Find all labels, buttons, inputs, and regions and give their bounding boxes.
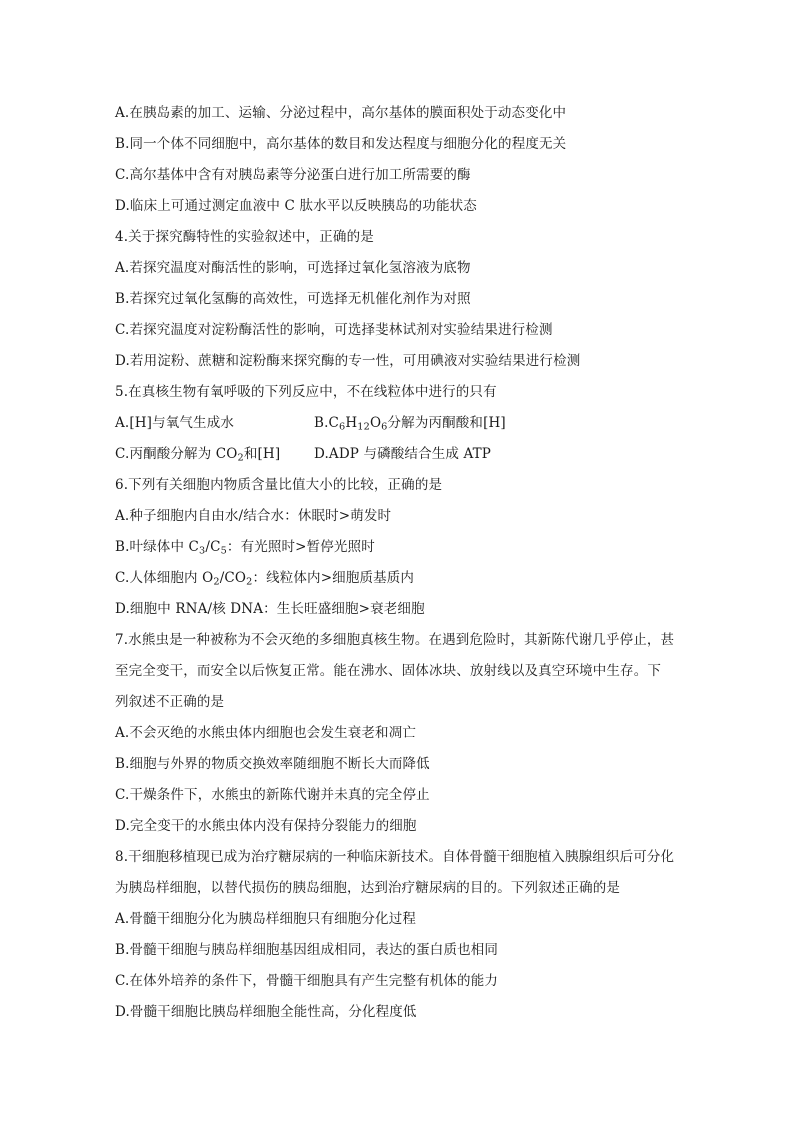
- q6-option-d: D.细胞中 RNA/核 DNA：生长旺盛细胞>衰老细胞: [115, 601, 425, 617]
- q6-c-text: ：线粒体内>细胞质基质内: [252, 570, 415, 586]
- q7-stem-line-3: 列叙述不正确的是: [115, 694, 225, 710]
- q5-c-text: 和[H]: [243, 446, 281, 462]
- q3-option-d: D.临床上可通过测定血液中 C 肽水平以反映胰岛的功能状态: [115, 198, 477, 214]
- q5-b-text: H: [345, 415, 358, 431]
- q6-b-text: /C: [205, 539, 221, 555]
- q8-option-a: A.骨髓干细胞分化为胰岛样细胞只有细胞分化过程: [115, 911, 416, 927]
- q7-option-b: B.细胞与外界的物质交换效率随细胞不断长大而降低: [115, 756, 430, 772]
- q8-stem-line-2: 为胰岛样细胞，以替代损伤的胰岛细胞，达到治疗糖尿病的目的。下列叙述正确的是: [115, 880, 621, 896]
- subscript: 6: [339, 421, 346, 433]
- q6-c-text: /CO: [219, 570, 247, 586]
- q4-option-d: D.若用淀粉、蔗糖和淀粉酶来探究酶的专一性，可用碘液对实验结果进行检测: [115, 353, 581, 369]
- q6-option-c: [115, 565, 690, 596]
- q5-option-c: [115, 441, 314, 472]
- q4-option-a: A.若探究温度对酶活性的影响，可选择过氧化氢溶液为底物: [115, 260, 471, 276]
- q4-stem: 4.关于探究酶特性的实验叙述中，正确的是: [115, 229, 374, 245]
- subscript: 6: [381, 421, 388, 433]
- q3-option-a: A.在胰岛素的加工、运输、分泌过程中，高尔基体的膜面积处于动态变化中: [115, 105, 567, 121]
- q5-option-b: [314, 410, 506, 441]
- subscript: 12: [357, 421, 370, 433]
- q5-options-cd: [115, 441, 690, 472]
- q6-stem: 6.下列有关细胞内物质含量比值大小的比较，正确的是: [115, 477, 443, 493]
- q6-b-text: B.叶绿体中 C: [115, 539, 200, 555]
- q6-c-text: C.人体细胞内 O: [115, 570, 214, 586]
- q8-option-d: D.骨髓干细胞比胰岛样细胞全能性高，分化程度低: [115, 1004, 417, 1020]
- subscript: 2: [213, 576, 220, 588]
- q3-option-b: B.同一个体不同细胞中，高尔基体的数目和发达程度与细胞分化的程度无关: [115, 136, 567, 152]
- q5-options-ab: [115, 410, 690, 441]
- q7-stem-line-1: 7.水熊虫是一种被称为不会灭绝的多细胞真核生物。在遇到危险时，其新陈代谢几乎停止，甚: [115, 632, 675, 648]
- q5-b-text: 分解为丙酮酸和[H]: [387, 415, 506, 431]
- q8-stem-line-1: 8.干细胞移植现已成为治疗糖尿病的一种临床新技术。自体骨髓干细胞植入胰腺组织后可分化: [115, 849, 675, 865]
- subscript: 3: [199, 545, 206, 557]
- q5-c-text: C.丙酮酸分解为 CO: [115, 446, 238, 462]
- question-content: [115, 100, 690, 1030]
- q5-option-a: A.[H]与氧气生成水: [115, 415, 234, 431]
- subscript: 2: [237, 452, 244, 464]
- q3-option-c: C.高尔基体中含有对胰岛素等分泌蛋白进行加工所需要的酶: [115, 167, 471, 183]
- q5-option-d: D.ADP 与磷酸结合生成 ATP: [314, 446, 492, 462]
- q6-option-a: A.种子细胞内自由水/结合水：休眠时>萌发时: [115, 508, 392, 524]
- q6-b-text: ：有光照时>暂停光照时: [226, 539, 375, 555]
- q7-stem-line-2: 至完全变干，而安全以后恢复正常。能在沸水、固体冰块、放射线以及真空环境中生存。下: [115, 663, 661, 679]
- q7-option-a: A.不会灭绝的水熊虫体内细胞也会发生衰老和凋亡: [115, 725, 416, 741]
- q5-b-text: O: [369, 415, 382, 431]
- subscript: 5: [220, 545, 227, 557]
- q4-option-c: C.若探究温度对淀粉酶活性的影响，可选择斐林试剂对实验结果进行检测: [115, 322, 553, 338]
- q8-option-c: C.在体外培养的条件下，骨髓干细胞具有产生完整有机体的能力: [115, 973, 498, 989]
- subscript: 2: [246, 576, 253, 588]
- q7-option-d: D.完全变干的水熊虫体内没有保持分裂能力的细胞: [115, 818, 417, 834]
- q4-option-b: B.若探究过氧化氢酶的高效性，可选择无机催化剂作为对照: [115, 291, 471, 307]
- q6-option-b: [115, 534, 690, 565]
- q5-b-text: B.C: [314, 415, 339, 431]
- q7-option-c: C.干燥条件下，水熊虫的新陈代谢并未真的完全停止: [115, 787, 430, 803]
- q8-option-b: B.骨髓干细胞与胰岛样细胞基因组成相同，表达的蛋白质也相同: [115, 942, 499, 958]
- q5-stem: 5.在真核生物有氧呼吸的下列反应中，不在线粒体中进行的只有: [115, 384, 497, 400]
